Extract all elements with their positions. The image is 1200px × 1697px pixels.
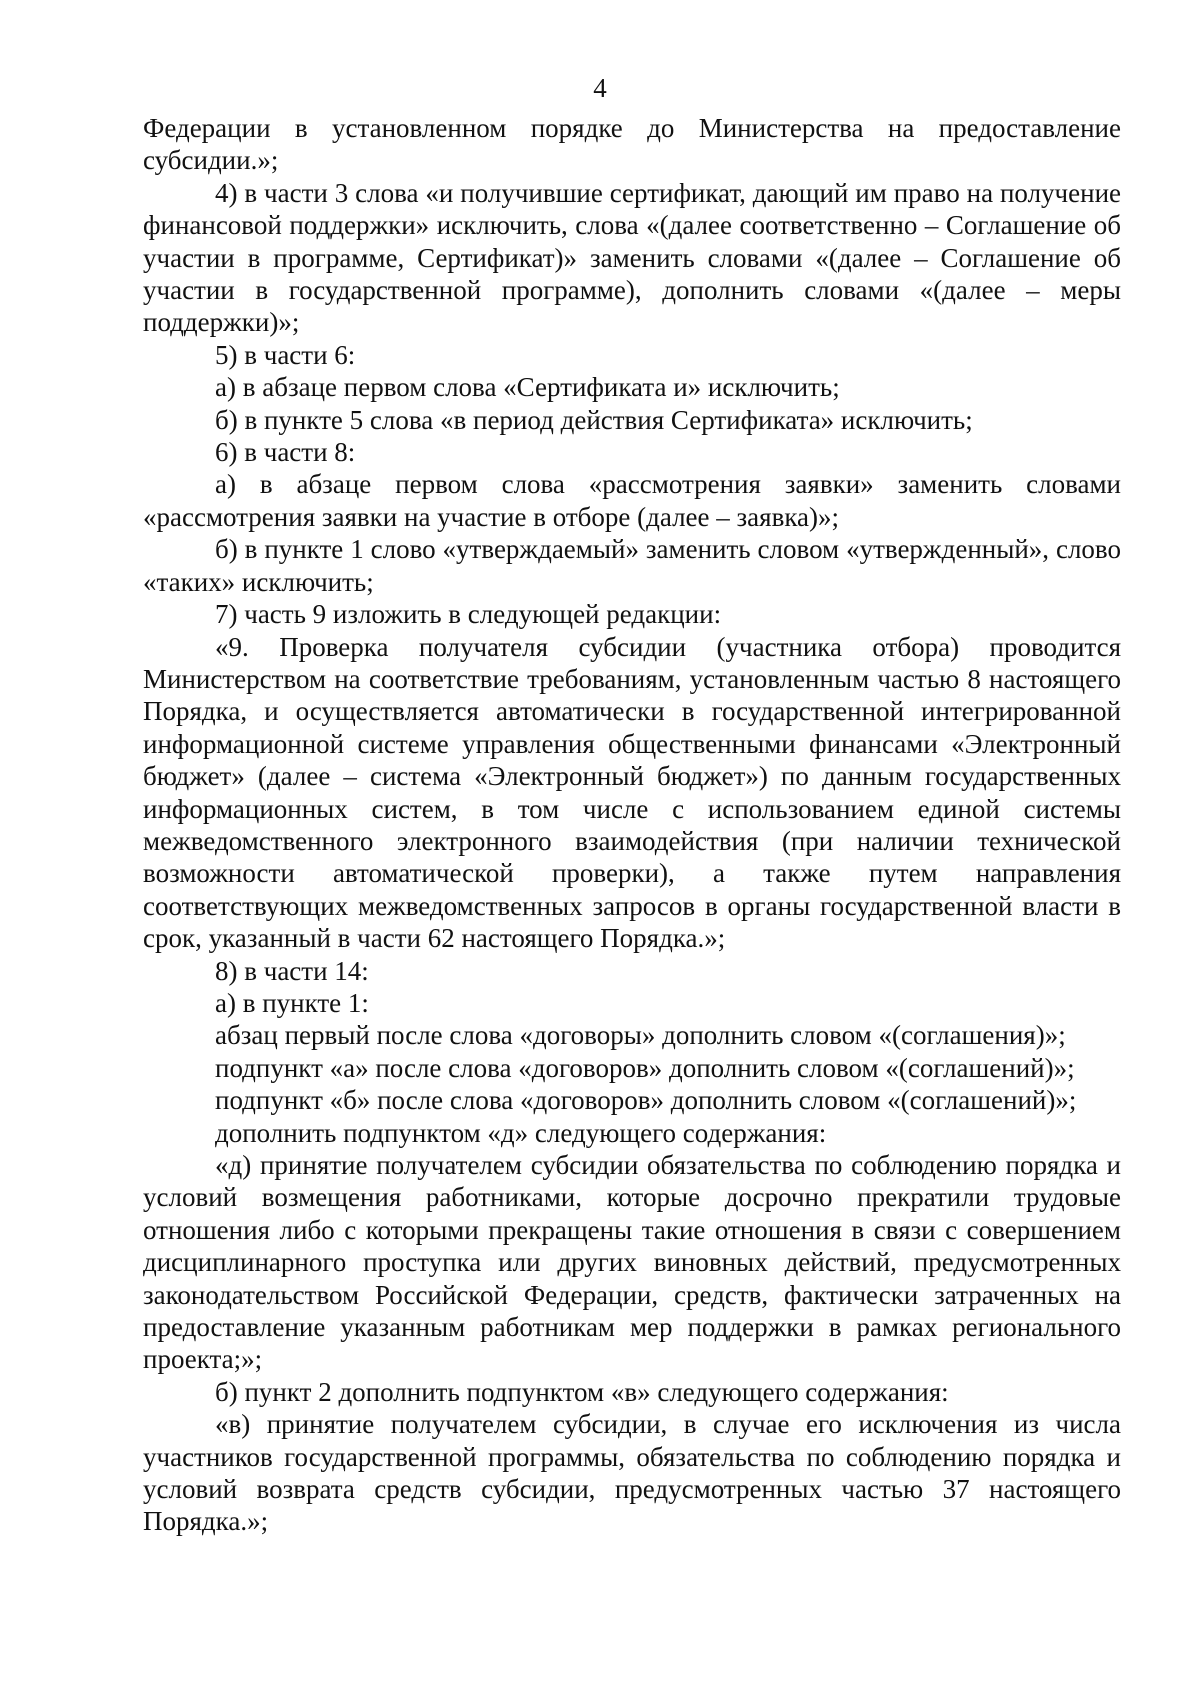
paragraph-2: 4) в части 3 слова «и получившие сертификат, дающий им право на получение финансовой поддержки» исключить, слова «(далее соответственно – Соглашение об участии в программе, Сертификат)» заменить словами «(далее – Соглашение об участии в государственной программе), дополнить словами «(далее – меры поддержки)»; xyxy=(143,177,1121,338)
paragraph-19: «в) принятие получателем субсидии, в случае его исключения из числа участников государственной программы, обязательства по соблюдению порядка и условий возврата средств субсидии, предусмотренных частью 37 настоящего Порядка.»; xyxy=(143,1409,1121,1537)
paragraph-12: а) в пункте 1: xyxy=(215,987,369,1018)
paragraph-11: 8) в части 14: xyxy=(215,955,369,986)
paragraph-3: 5) в части 6: xyxy=(215,339,356,370)
page-number: 4 xyxy=(593,73,607,103)
paragraph-5: б) в пункте 5 слова «в период действия Сертификата» исключить; xyxy=(215,404,973,435)
document-body xyxy=(143,112,1121,1538)
paragraph-16: дополнить подпунктом «д» следующего содержания: xyxy=(215,1117,827,1148)
paragraph-6: 6) в части 8: xyxy=(215,437,356,468)
paragraph-10: «9. Проверка получателя субсидии (участника отбора) проводится Министерством на соответствие требованиям, установленным частью 8 настоящего Порядка, и осуществляется автоматически в государственной интегрированной информационной системе управления общественными финансами «Электронный бюджет» (далее – система «Электронный бюджет») по данным государственных информационных систем, в том числе с использованием единой системы межведомственного электронного взаимодействия (при наличии технической возможности автоматической проверки), а также путем направления соответствующих межведомственных запросов в органы государственной власти в срок, указанный в части 62 настоящего Порядка.»; xyxy=(143,631,1121,954)
paragraph-7: а) в абзаце первом слова «рассмотрения заявки» заменить словами «рассмотрения заявки на участие в отборе (далее – заявка)»; xyxy=(143,469,1121,532)
paragraph-8: б) в пункте 1 слово «утверждаемый» заменить словом «утвержденный», слово «таких» исключить; xyxy=(143,534,1121,597)
paragraph-13: абзац первый после слова «договоры» дополнить словом «(соглашения)»; xyxy=(215,1020,1066,1051)
paragraph-4: а) в абзаце первом слова «Сертификата и» исключить; xyxy=(215,372,840,403)
paragraph-9: 7) часть 9 изложить в следующей редакции: xyxy=(215,599,722,630)
paragraph-14: подпункт «а» после слова «договоров» дополнить словом «(соглашений)»; xyxy=(215,1052,1075,1083)
paragraph-17: «д) принятие получателем субсидии обязательства по соблюдению порядка и условий возмещения работниками, которые досрочно прекратили трудовые отношения либо с которыми прекращены такие отношения в связи с совершением дисциплинарного проступка или других виновных действий, предусмотренных законодательством Российской Федерации, средств, фактически затраченных на предоставление указанным работникам мер поддержки в рамках регионального проекта;»; xyxy=(143,1150,1121,1375)
paragraph-15: подпункт «б» после слова «договоров» дополнить словом «(соглашений)»; xyxy=(215,1085,1077,1116)
paragraph-18: б) пункт 2 дополнить подпунктом «в» следующего содержания: xyxy=(215,1376,949,1407)
paragraph-1: Федерации в установленном порядке до Министерства на предоставление субсидии.»; xyxy=(143,113,1121,176)
